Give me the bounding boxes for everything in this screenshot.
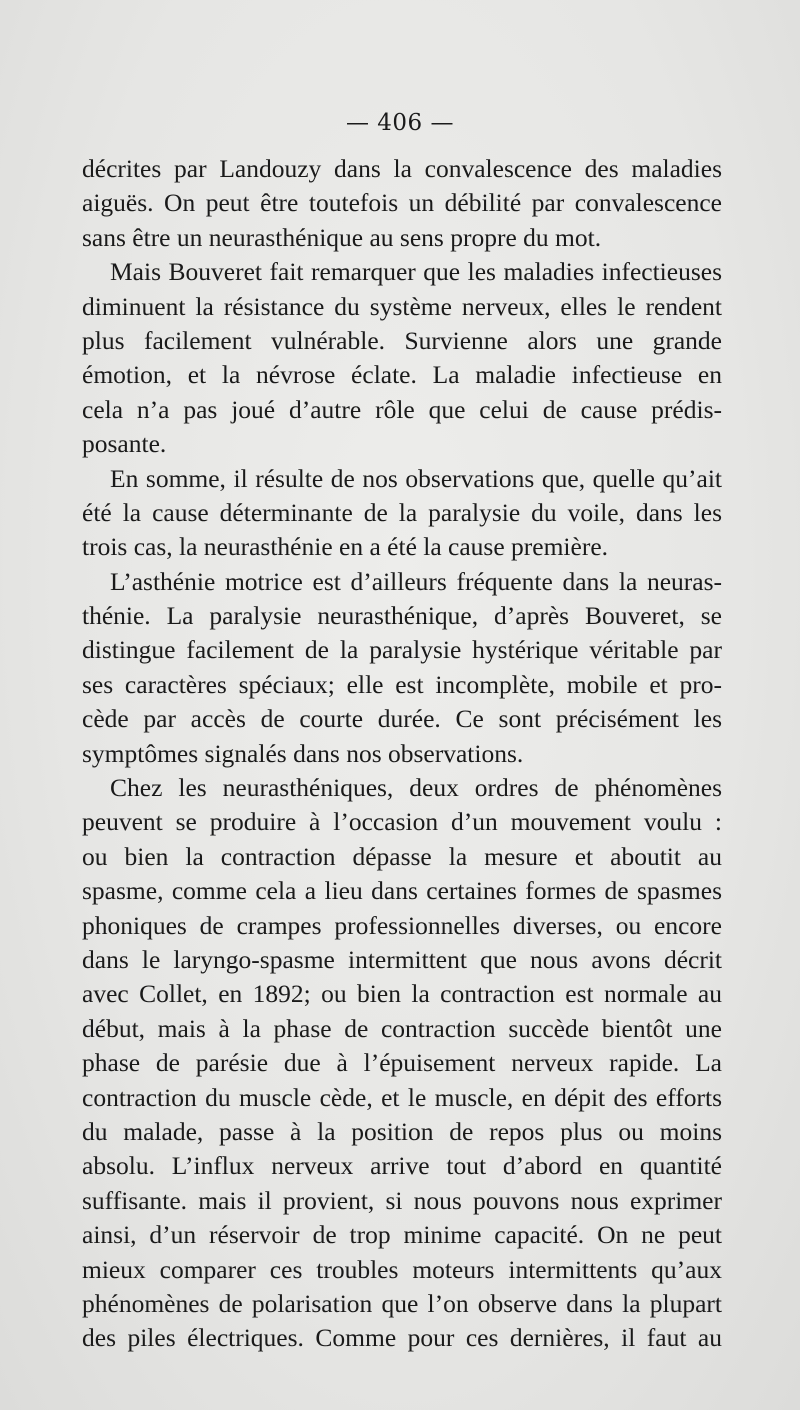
text-line: posante. <box>82 429 167 459</box>
text-line: avec Collet, en 1892; ou bien la contraction est normale au <box>82 979 722 1009</box>
text-line: L’asthénie motrice est d’ailleurs fréquente dans la neuras- <box>110 566 722 596</box>
text-line: contraction du muscle cède, et le muscle, en dépit des efforts <box>82 1082 722 1112</box>
text-line: été la cause déterminante de la paralysie du voile, dans les <box>82 497 722 527</box>
text-line: plus facilement vulnérable. Survienne alors une grande <box>82 325 722 355</box>
page-number: — 406 — <box>345 110 455 136</box>
text-line: aiguës. On peut être toutefois un débilité par convalescence <box>82 188 722 218</box>
text-line: des piles électriques. Comme pour ces dernières, il faut au <box>82 1323 722 1353</box>
paragraph <box>82 462 722 565</box>
text-line: phénomènes de polarisation que l’on observe dans la plupart <box>82 1288 722 1318</box>
body-text <box>82 152 722 1356</box>
text-line: peuvent se produire à l’occasion d’un mouvement voulu : <box>82 807 722 837</box>
text-line: émotion, et la névrose éclate. La maladie infectieuse en <box>82 360 722 390</box>
text-line: Mais Bouveret fait remarquer que les maladies infectieuses <box>110 257 722 287</box>
paragraph <box>82 771 722 1356</box>
text-line: décrites par Landouzy dans la convalescence des maladies <box>82 154 722 183</box>
text-line: ses caractères spéciaux; elle est incomplète, mobile et pro- <box>82 669 722 699</box>
text-line: mieux comparer ces troubles moteurs intermittents qu’aux <box>82 1254 722 1284</box>
text-line: phoniques de crampes professionnelles diverses, ou encore <box>82 910 722 940</box>
text-line: absolu. L’influx nerveux arrive tout d’abord en quantité <box>82 1151 722 1181</box>
paragraph <box>82 152 722 255</box>
text-line: suffisante. mais il provient, si nous pouvons nous exprimer <box>82 1185 722 1215</box>
text-line: ainsi, d’un réservoir de trop minime capacité. On ne peut <box>82 1220 722 1250</box>
text-line: cela n’a pas joué d’autre rôle que celui de cause prédis- <box>82 394 722 424</box>
paragraph <box>82 565 722 771</box>
paragraph <box>82 255 722 461</box>
text-line: diminuent la résistance du système nerveux, elles le rendent <box>82 291 722 321</box>
text-line: En somme, il résulte de nos observations que, quelle qu’ait <box>110 463 722 493</box>
text-line: symptômes signalés dans nos observations. <box>82 738 524 768</box>
text-line: Chez les neurasthéniques, deux ordres de phénomènes <box>110 773 722 803</box>
text-line: sans être un neurasthénique au sens propre du mot. <box>82 222 602 252</box>
text-line: cède par accès de courte durée. Ce sont précisément les <box>82 704 722 734</box>
text-line: début, mais à la phase de contraction succède bientôt une <box>82 1013 722 1043</box>
text-line: spasme, comme cela a lieu dans certaines formes de spasmes <box>82 876 722 906</box>
text-line: trois cas, la neurasthénie en a été la cause première. <box>82 532 609 562</box>
text-line: du malade, passe à la position de repos plus ou moins <box>82 1116 722 1146</box>
text-line: distingue facilement de la paralysie hystérique véritable par <box>82 635 722 665</box>
text-line: dans le laryngo-spasme intermittent que nous avons décrit <box>82 944 722 974</box>
text-line: phase de parésie due à l’épuisement nerveux rapide. La <box>82 1048 722 1078</box>
text-line: ou bien la contraction dépasse la mesure et aboutit au <box>82 841 722 871</box>
text-line: thénie. La paralysie neurasthénique, d’après Bouveret, se <box>82 601 722 631</box>
